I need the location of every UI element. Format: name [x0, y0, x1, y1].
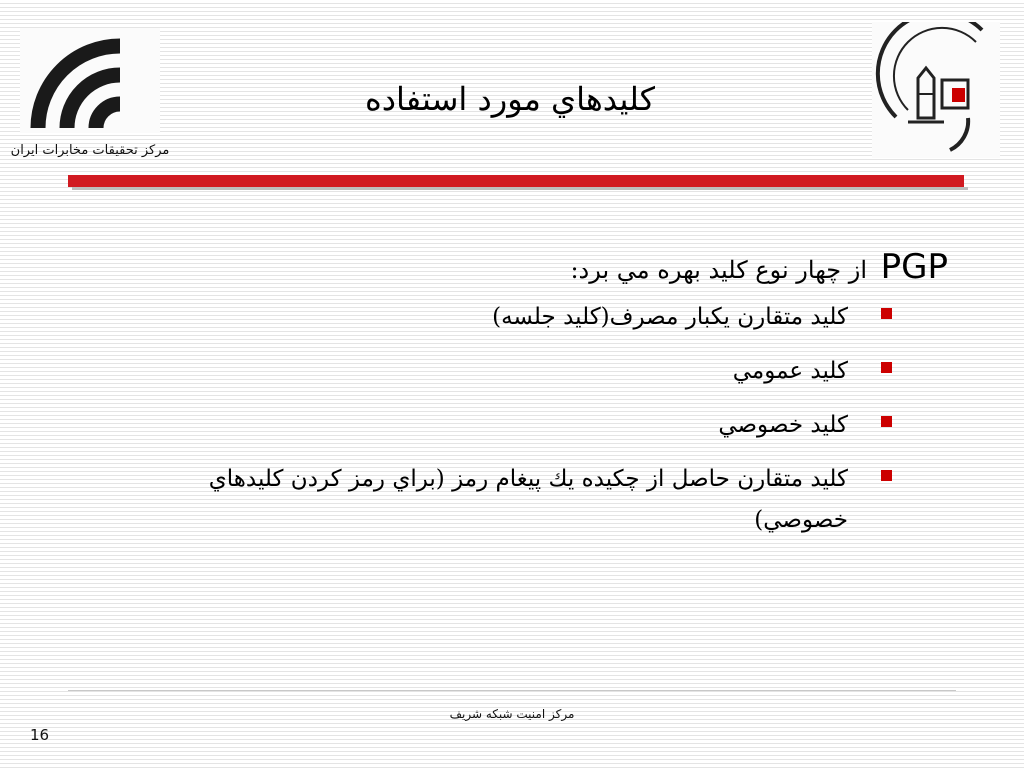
bullet-item	[140, 459, 948, 541]
page-number: 16	[30, 726, 50, 744]
intro-text: از چهار نوع كليد بهره مي برد:	[570, 256, 867, 284]
slide-content	[140, 240, 948, 554]
footer-text: مركز امنيت شبكه شريف	[449, 707, 575, 721]
footer-divider	[68, 690, 956, 691]
bullet-list	[140, 297, 948, 541]
research-center-logo	[20, 28, 160, 133]
sharif-security-logo	[872, 22, 1000, 158]
bullet-square-icon	[881, 308, 892, 319]
signal-waves-icon	[20, 28, 160, 133]
intro-line	[140, 240, 948, 297]
bullet-item	[140, 351, 948, 392]
pgp-label: PGP	[880, 247, 948, 287]
bullet-square-icon	[881, 470, 892, 481]
bullet-text: كليد خصوصي	[718, 412, 848, 438]
bullet-item	[140, 297, 948, 338]
bullet-text: كليد عمومي	[732, 358, 848, 384]
bullet-text: كليد متقارن حاصل از چكيده يك پيغام رمز (براي رمز كردن كليدهاي خصوصي)	[208, 466, 848, 533]
building-emblem-icon	[872, 22, 1000, 158]
bullet-item	[140, 405, 948, 446]
slide-title: كليدهاي مورد استفاده	[365, 80, 655, 118]
title-underline-shadow	[72, 187, 968, 190]
title-underline-bar	[68, 175, 964, 187]
bullet-square-icon	[881, 416, 892, 427]
logo-caption: مركز تحقيقات مخابرات ايران	[10, 143, 170, 158]
bullet-square-icon	[881, 362, 892, 373]
bullet-text: كليد متقارن يكبار مصرف(كليد جلسه)	[492, 304, 848, 330]
